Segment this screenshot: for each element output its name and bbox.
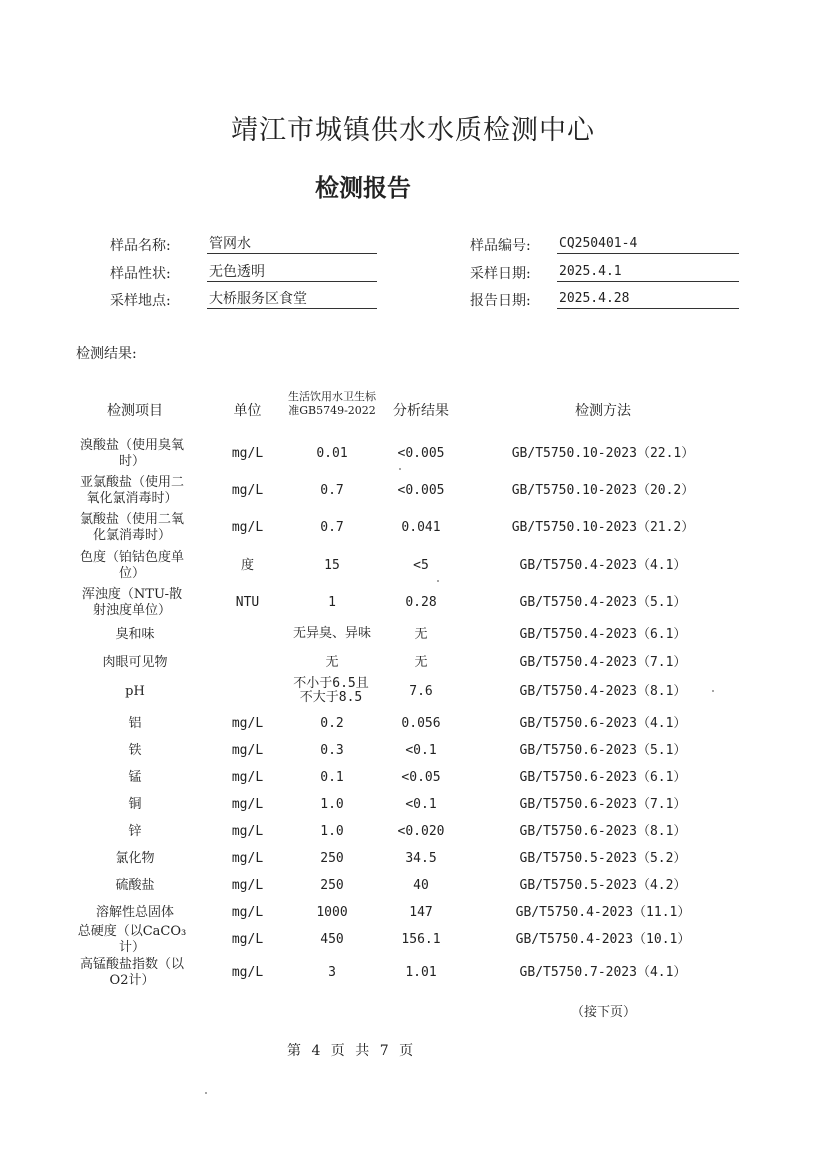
table-cell-method: GB/T5750.4-2023（11.1） — [515, 905, 691, 920]
table-cell-item: 高锰酸盐指数（以O2计） — [79, 957, 184, 988]
table-cell-item: 色度（铂钴色度单位） — [79, 550, 184, 581]
header-unit: 单位 — [233, 403, 262, 419]
table-cell-method: GB/T5750.6-2023（4.1） — [519, 716, 687, 731]
table-cell-standard: 1.0 — [320, 797, 344, 812]
table-cell-method: GB/T5750.4-2023（4.1） — [519, 558, 687, 573]
table-cell-method: GB/T5750.6-2023（8.1） — [519, 824, 687, 839]
table-cell-method: GB/T5750.6-2023（6.1） — [519, 770, 687, 785]
table-cell-standard: 3 — [328, 965, 336, 980]
table-cell-item: 铜 — [128, 797, 142, 812]
sample-property-label: 样品性状: — [110, 266, 171, 282]
table-cell-item: 硫酸盐 — [115, 878, 155, 893]
header-standard: 生活饮用水卫生标准GB5749-2022 — [288, 390, 376, 417]
table-cell-method: GB/T5750.10-2023（22.1） — [511, 446, 695, 461]
sample-date-value: 2025.4.1 — [557, 263, 739, 282]
table-cell-item: 氯酸盐（使用二氧化氯消毒时） — [79, 512, 184, 543]
table-cell-standard: 0.3 — [320, 743, 344, 758]
table-cell-item: 锌 — [128, 824, 142, 839]
table-cell-result: 0.056 — [401, 716, 441, 731]
report-title: 检测报告 — [315, 174, 411, 202]
header-result: 分析结果 — [393, 403, 449, 419]
table-cell-item: 锰 — [128, 770, 142, 785]
scan-speck — [437, 580, 439, 582]
sample-number-label: 样品编号: — [470, 238, 531, 254]
table-cell-standard: 0.01 — [316, 446, 348, 461]
table-cell-result: <0.005 — [397, 446, 445, 461]
table-cell-item: 氯化物 — [115, 851, 155, 866]
table-cell-result: 147 — [409, 905, 433, 920]
report-date-value: 2025.4.28 — [557, 290, 739, 309]
table-cell-standard: 不小于6.5且不大于8.5 — [293, 676, 369, 705]
table-cell-unit: mg/L — [231, 905, 264, 920]
table-cell-result: <0.05 — [401, 770, 441, 785]
table-cell-result: 40 — [413, 878, 429, 893]
table-cell-standard: 0.7 — [320, 520, 344, 535]
table-cell-result: <0.1 — [405, 743, 437, 758]
table-cell-result: 1.01 — [405, 965, 437, 980]
sample-name-value: 管网水 — [207, 235, 377, 254]
table-cell-method: GB/T5750.6-2023（5.1） — [519, 743, 687, 758]
table-cell-item: 浑浊度（NTU-散射浊度单位） — [81, 587, 183, 618]
table-cell-standard: 无 — [325, 655, 339, 670]
sample-property-value: 无色透明 — [207, 263, 377, 282]
table-cell-standard: 1 — [328, 595, 336, 610]
table-cell-unit: mg/L — [231, 824, 264, 839]
table-cell-result: <0.020 — [397, 824, 445, 839]
table-cell-result: 无 — [414, 655, 428, 670]
table-cell-standard: 1000 — [316, 905, 348, 920]
table-cell-standard: 250 — [320, 878, 344, 893]
table-cell-result: 0.041 — [401, 520, 441, 535]
table-cell-unit: mg/L — [231, 965, 264, 980]
table-cell-unit: mg/L — [231, 878, 264, 893]
report-date-label: 报告日期: — [470, 293, 531, 309]
table-cell-result: 156.1 — [401, 932, 441, 947]
table-cell-item: 铁 — [128, 743, 142, 758]
table-cell-item: 铝 — [128, 716, 142, 731]
table-cell-method: GB/T5750.7-2023（4.1） — [519, 965, 687, 980]
table-cell-result: <0.005 — [397, 483, 445, 498]
table-cell-unit: 度 — [240, 558, 254, 573]
table-cell-item: 臭和味 — [115, 627, 155, 642]
table-cell-unit: mg/L — [231, 483, 264, 498]
table-cell-item: 溴酸盐（使用臭氧时） — [79, 438, 184, 469]
table-cell-standard: 0.2 — [320, 716, 344, 731]
table-cell-result: <5 — [413, 558, 429, 573]
scan-speck — [712, 690, 714, 692]
table-cell-method: GB/T5750.4-2023（8.1） — [519, 684, 687, 699]
table-cell-item: 亚氯酸盐（使用二氧化氯消毒时） — [79, 475, 184, 506]
table-cell-result: 7.6 — [409, 684, 433, 699]
table-cell-standard: 无异臭、异味 — [292, 626, 371, 641]
scan-speck — [205, 1092, 207, 1094]
table-cell-method: GB/T5750.10-2023（20.2） — [511, 483, 695, 498]
header-method: 检测方法 — [575, 403, 631, 419]
sample-date-label: 采样日期: — [470, 266, 531, 282]
table-cell-item: 溶解性总固体 — [95, 905, 174, 920]
table-cell-standard: 0.7 — [320, 483, 344, 498]
table-cell-method: GB/T5750.5-2023（5.2） — [519, 851, 687, 866]
table-cell-unit: mg/L — [231, 716, 264, 731]
table-cell-result: <0.1 — [405, 797, 437, 812]
table-cell-unit: mg/L — [231, 797, 264, 812]
table-cell-method: GB/T5750.5-2023（4.2） — [519, 878, 687, 893]
sample-name-label: 样品名称: — [110, 238, 171, 254]
sample-location-label: 采样地点: — [110, 293, 171, 309]
table-cell-unit: mg/L — [231, 770, 264, 785]
sample-location-value: 大桥服务区食堂 — [207, 290, 377, 309]
table-cell-standard: 450 — [320, 932, 344, 947]
scan-speck — [399, 468, 401, 470]
sample-number-value: CQ250401-4 — [557, 235, 739, 254]
table-cell-result: 0.28 — [405, 595, 437, 610]
table-cell-method: GB/T5750.4-2023（5.1） — [519, 595, 687, 610]
table-cell-standard: 0.1 — [320, 770, 344, 785]
page-footer: 第 4 页 共 7 页 — [287, 1043, 414, 1059]
organization-title: 靖江市城镇供水水质检测中心 — [231, 115, 595, 146]
table-cell-item: pH — [125, 684, 145, 699]
table-cell-unit: NTU — [235, 595, 260, 610]
continued-note: （接下页） — [571, 1005, 637, 1020]
table-cell-unit: mg/L — [231, 520, 264, 535]
table-cell-method: GB/T5750.4-2023（7.1） — [519, 655, 687, 670]
table-cell-item: 总硬度（以CaCO₃计） — [77, 924, 187, 955]
table-cell-result: 无 — [414, 627, 428, 642]
table-cell-method: GB/T5750.4-2023（6.1） — [519, 627, 687, 642]
table-cell-unit: mg/L — [231, 446, 264, 461]
table-cell-unit: mg/L — [231, 851, 264, 866]
table-cell-unit: mg/L — [231, 743, 264, 758]
table-cell-unit: mg/L — [231, 932, 264, 947]
table-cell-method: GB/T5750.4-2023（10.1） — [515, 932, 691, 947]
table-cell-standard: 250 — [320, 851, 344, 866]
table-cell-method: GB/T5750.6-2023（7.1） — [519, 797, 687, 812]
table-cell-result: 34.5 — [405, 851, 437, 866]
table-cell-standard: 15 — [324, 558, 340, 573]
table-cell-method: GB/T5750.10-2023（21.2） — [511, 520, 695, 535]
table-cell-standard: 1.0 — [320, 824, 344, 839]
table-cell-item: 肉眼可见物 — [102, 655, 168, 670]
results-label: 检测结果: — [76, 346, 137, 362]
header-item: 检测项目 — [107, 403, 163, 419]
